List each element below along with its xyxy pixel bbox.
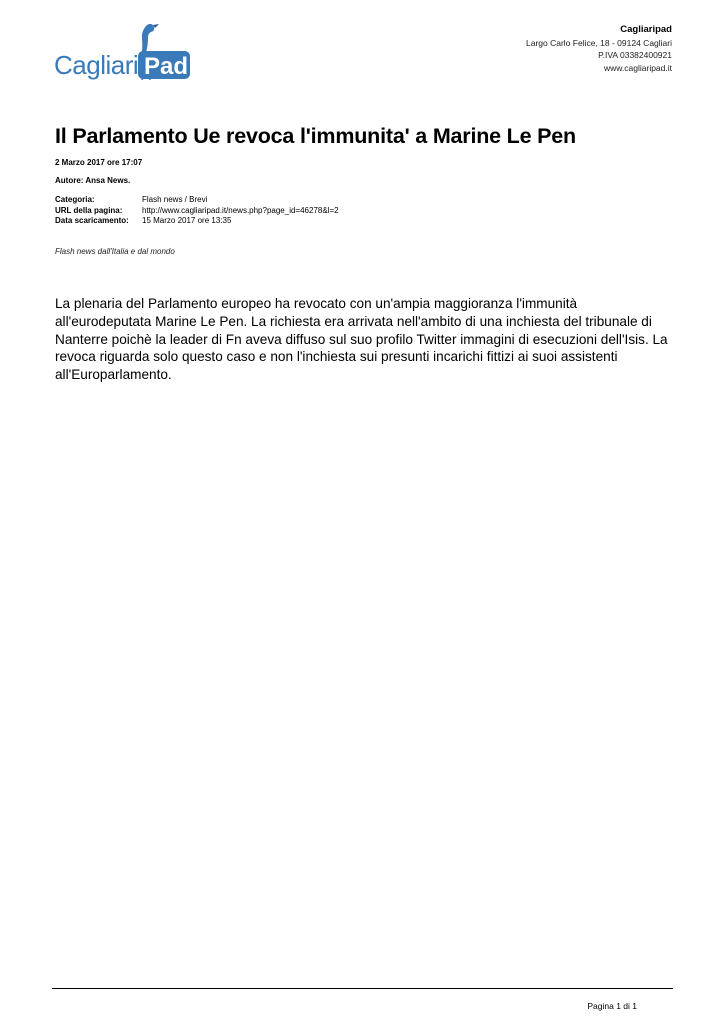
publisher-vat: P.IVA 03382400921 (598, 50, 672, 60)
page-number: Pagina 1 di 1 (587, 1001, 637, 1011)
publisher-website[interactable]: www.cagliaripad.it (603, 62, 672, 73)
footer-divider (52, 988, 673, 989)
article-metadata (55, 195, 339, 227)
article-title: Il Parlamento Ue revoca l'immunita' a Marine Le Pen (55, 124, 576, 148)
meta-value-url-link[interactable]: http://www.cagliaripad.it/news.php?page_id=46278&l=2 (142, 205, 339, 215)
article-date: 2 Marzo 2017 ore 17:07 (55, 158, 143, 167)
article-author: Autore: Ansa News. (55, 176, 131, 185)
meta-label: URL della pagina: (55, 205, 123, 215)
section-tagline: Flash news dall'Italia e dal mondo (55, 247, 175, 256)
meta-label: Categoria: (55, 195, 95, 204)
publisher-address: Largo Carlo Felice, 18 - 09124 Cagliari (526, 37, 672, 48)
article-body: La plenaria del Parlamento europeo ha revocato con un'ampia maggioranza l'immunità all'eurodeputata Marine Le Pen. La richiesta era arrivata nell'ambito di una inchiesta del tribunale di Nanterre poichè la leader di Fn aveva diffuso sul suo profilo Twitter immagini di esecuzioni dell'Isis. La revoca riguarda solo questo caso e non l'inchiesta sui presunti incarichi fittizi ai suoi assistenti all'Europarlamento. (55, 296, 668, 383)
meta-row-url (55, 206, 339, 217)
meta-label: Data scaricamento: (55, 216, 129, 225)
logo-text-pad: Pad (144, 53, 189, 80)
meta-row-download-date (55, 216, 339, 227)
cagliaripad-logo[interactable] (52, 22, 192, 84)
meta-value-download-date: 15 Marzo 2017 ore 13:35 (142, 216, 232, 225)
publisher-contact (526, 24, 672, 74)
logo-text-cagliari: Cagliari (54, 50, 139, 80)
publisher-name: Cagliaripad (620, 24, 672, 35)
meta-row-category (55, 195, 339, 206)
meta-value-category[interactable]: Flash news / Brevi (142, 195, 208, 204)
flamingo-logo-icon (52, 22, 192, 84)
